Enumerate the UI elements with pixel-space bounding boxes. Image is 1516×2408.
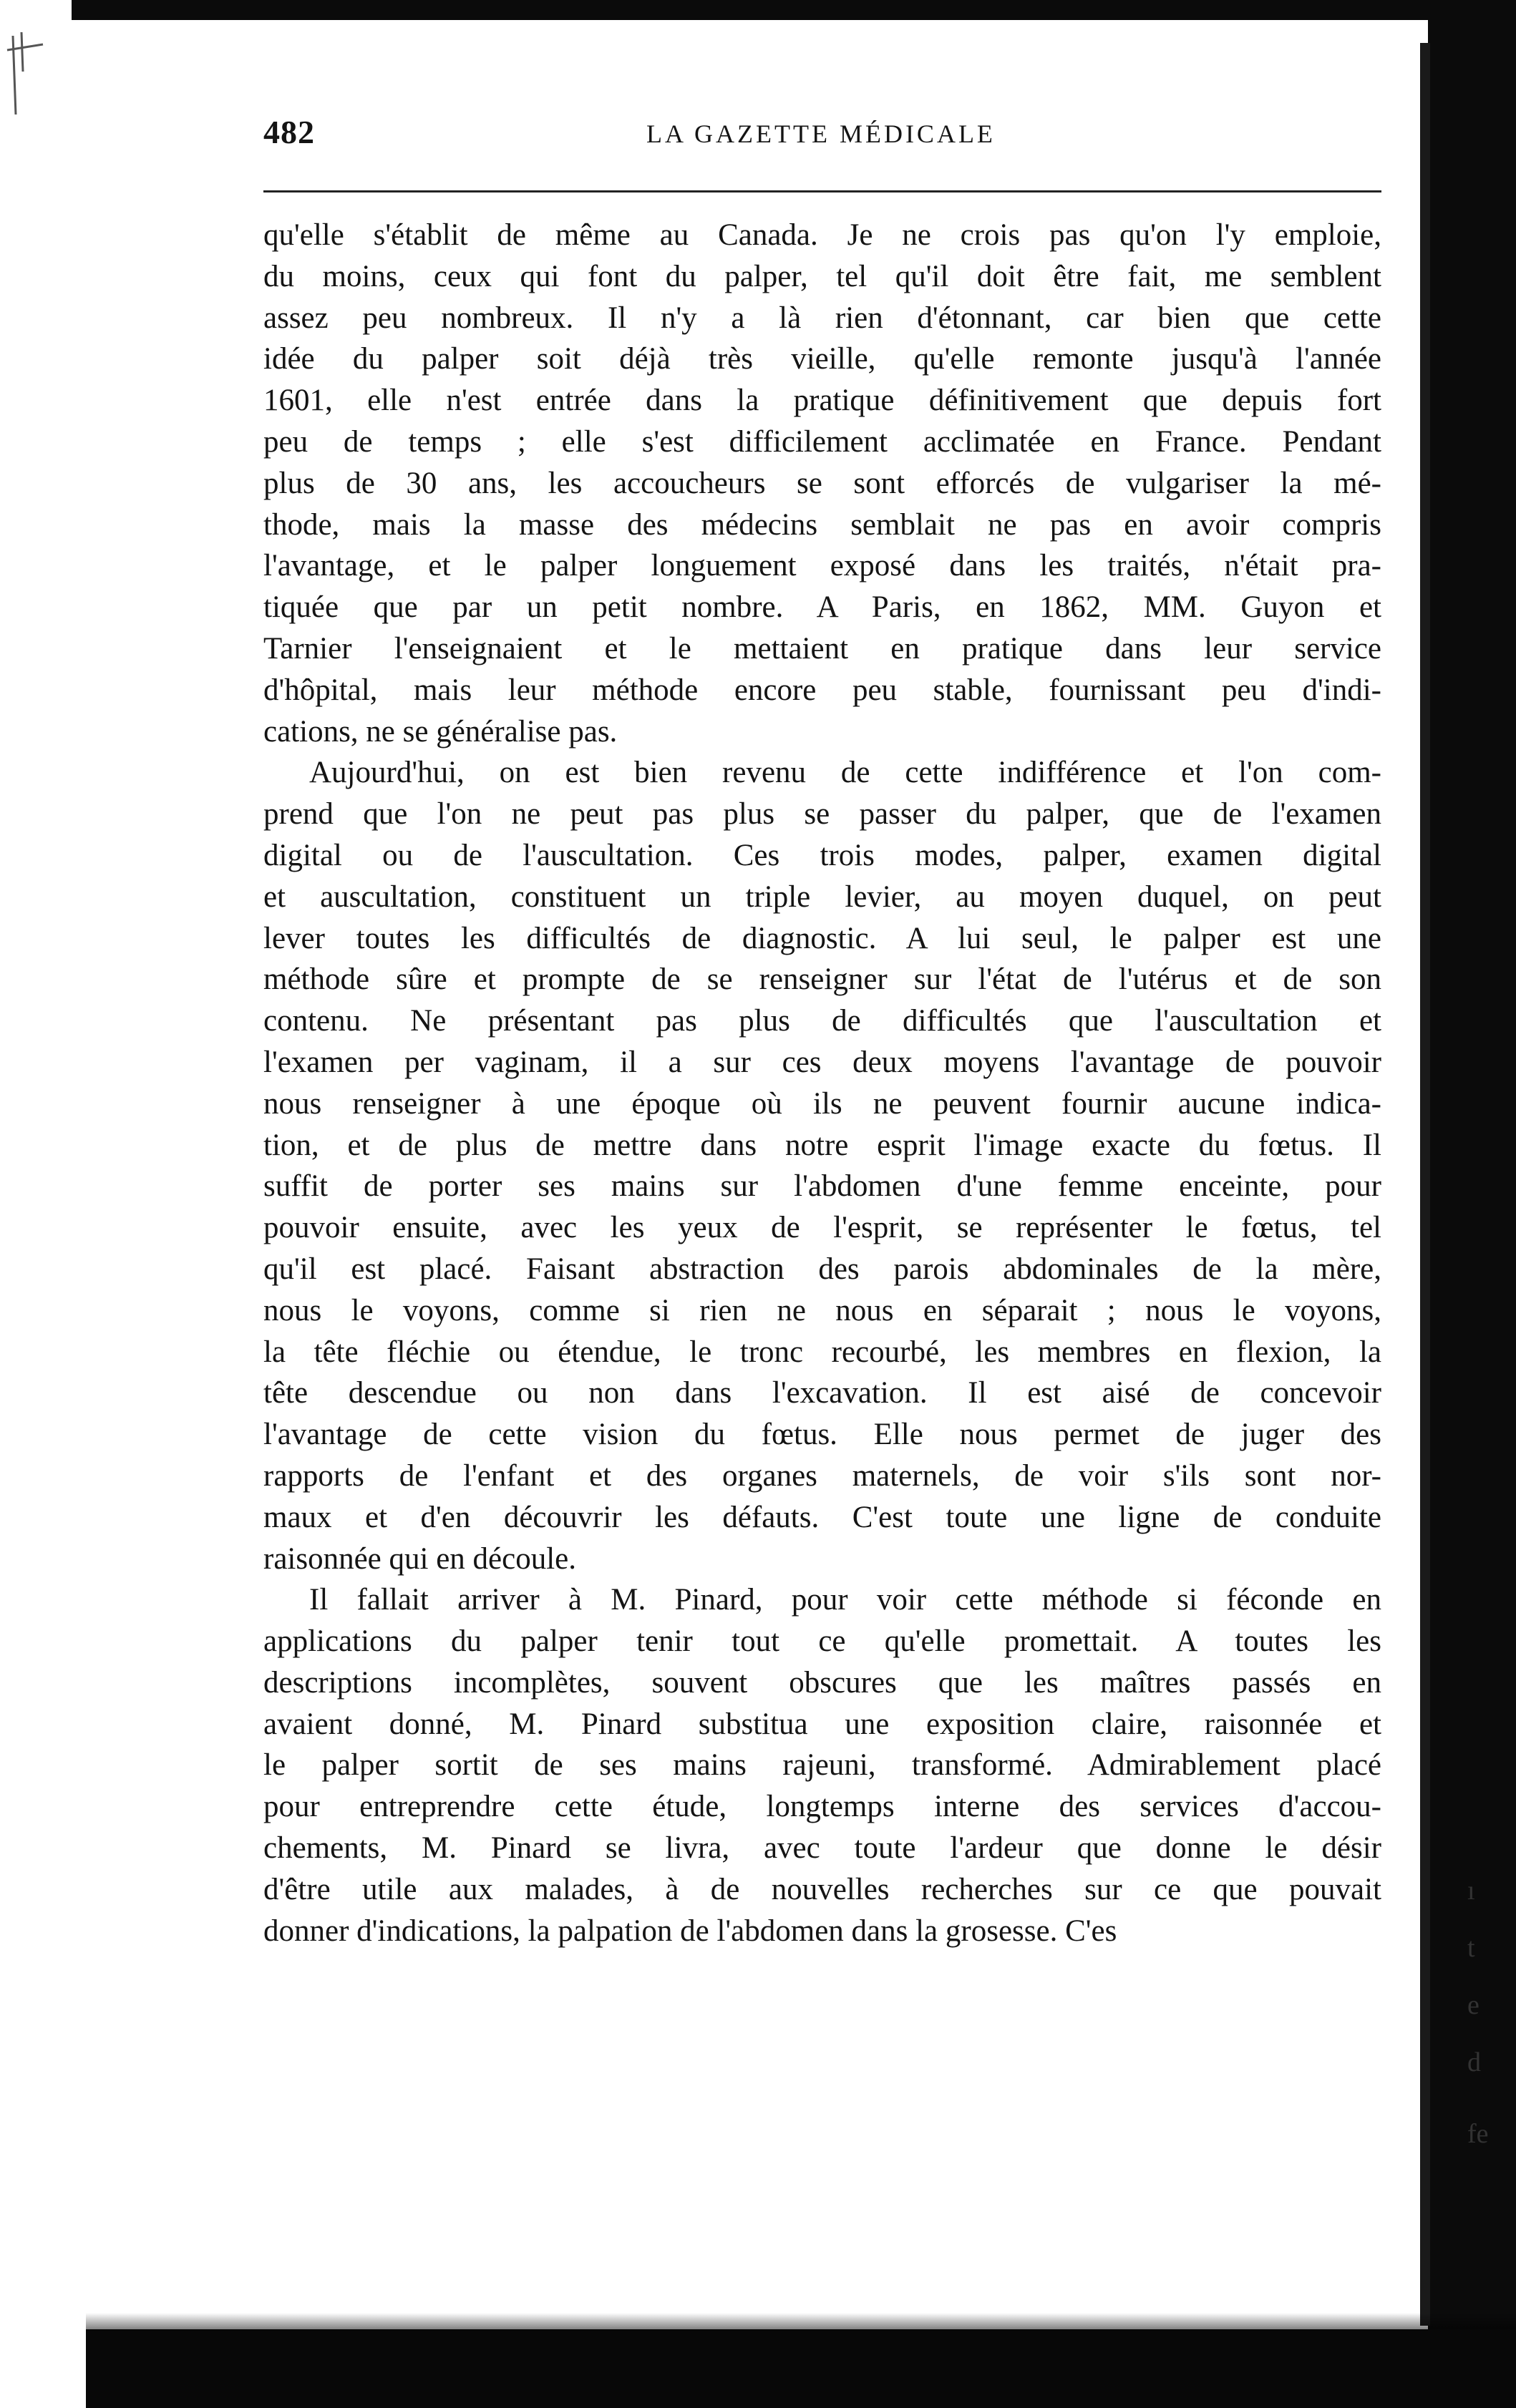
- text-line: plus de 30 ans, les accoucheurs se sont efforcés de vulgariser la mé-: [263, 466, 1381, 500]
- text-line: digital ou de l'auscultation. Ces trois modes, palper, examen digital: [263, 838, 1381, 872]
- text-line: cations, ne se généralise pas.: [263, 714, 618, 749]
- text-line: d'hôpital, mais leur méthode encore peu stable, fournissant peu d'indi-: [263, 673, 1381, 707]
- text-line: chements, M. Pinard se livra, avec toute l'ardeur que donne le désir: [263, 1831, 1381, 1866]
- text-line: tête descendue ou non dans l'excavation. Il est aisé de concevoir: [263, 1376, 1381, 1410]
- text-line: Aujourd'hui, on est bien revenu de cette indifférence et l'on com-: [309, 756, 1381, 790]
- text-line: du moins, ceux qui font du palper, tel qu'il doit être fait, me semblent: [263, 259, 1381, 293]
- scan-edge-artifact: [0, 29, 50, 122]
- margin-mark: d: [1467, 2047, 1481, 2077]
- text-line: Il fallait arriver à M. Pinard, pour voir cette méthode si féconde en: [309, 1583, 1381, 1617]
- text-line: tiquée que par un petit nombre. A Paris, en 1862, MM. Guyon et: [263, 590, 1381, 625]
- scan-top-edge: [72, 0, 1516, 20]
- text-line: Tarnier l'enseignaient et le mettaient en pratique dans leur service: [263, 631, 1381, 666]
- text-line: rapports de l'enfant et des organes maternels, de voir s'ils sont nor-: [263, 1458, 1381, 1493]
- page-number: 482: [263, 114, 315, 150]
- text-line: le palper sortit de ses mains rajeuni, transformé. Admirablement placé: [263, 1748, 1381, 1783]
- margin-mark: ı: [1467, 1876, 1475, 1906]
- margin-mark: e: [1467, 1990, 1479, 2020]
- text-line: nous renseigner à une époque où ils ne peuvent fournir aucune indica-: [263, 1086, 1381, 1121]
- text-line: tion, et de plus de mettre dans notre esprit l'image exacte du fœtus. Il: [263, 1128, 1381, 1162]
- text-line: l'examen per vaginam, il a sur ces deux moyens l'avantage de pouvoir: [263, 1045, 1381, 1079]
- scan-right-shadow: [1420, 43, 1430, 2326]
- text-line: contenu. Ne présentant pas plus de difficultés que l'auscultation et: [263, 1004, 1381, 1038]
- text-line: d'être utile aux malades, à de nouvelles recherches sur ce que pouvait: [263, 1872, 1381, 1906]
- text-line: maux et d'en découvrir les défauts. C'est toute une ligne de conduite: [263, 1500, 1381, 1534]
- running-title: LA GAZETTE MÉDICALE: [646, 120, 996, 148]
- text-line: assez peu nombreux. Il n'y a là rien d'étonnant, car bien que cette: [263, 301, 1381, 335]
- text-line: pour entreprendre cette étude, longtemps interne des services d'accou-: [263, 1790, 1381, 1824]
- text-line: qu'elle s'établit de même au Canada. Je ne crois pas qu'on l'y emploie,: [263, 218, 1381, 252]
- text-line: la tête fléchie ou étendue, le tronc recourbé, les membres en flexion, la: [263, 1335, 1381, 1369]
- text-line: descriptions incomplètes, souvent obscures que les maîtres passés en: [263, 1665, 1381, 1700]
- text-line: nous le voyons, comme si rien ne nous en séparait ; nous le voyons,: [263, 1293, 1381, 1327]
- text-line: l'avantage de cette vision du fœtus. Elle nous permet de juger des: [263, 1418, 1381, 1452]
- scan-bottom-edge: [86, 2329, 1516, 2408]
- text-line: thode, mais la masse des médecins semblait ne pas en avoir compris: [263, 507, 1381, 542]
- text-line: peu de temps ; elle s'est difficilement acclimatée en France. Pendant: [263, 424, 1381, 459]
- text-line: raisonnée qui en découle.: [263, 1541, 576, 1576]
- margin-mark: fe: [1467, 2119, 1489, 2149]
- text-line: suffit de porter ses mains sur l'abdomen d'une femme enceinte, pour: [263, 1169, 1381, 1204]
- margin-mark: t: [1467, 1933, 1475, 1963]
- header-rule: [263, 190, 1381, 192]
- text-line: donner d'indications, la palpation de l'abdomen dans la grosesse. C'es: [263, 1914, 1117, 1948]
- text-line: 1601, elle n'est entrée dans la pratique définitivement que depuis fort: [263, 384, 1381, 418]
- text-line: lever toutes les difficultés de diagnostic. A lui seul, le palper est une: [263, 921, 1381, 955]
- text-line: prend que l'on ne peut pas plus se passer du palper, que de l'examen: [263, 797, 1381, 832]
- text-line: qu'il est placé. Faisant abstraction des parois abdominales de la mère,: [263, 1252, 1381, 1286]
- text-line: méthode sûre et prompte de se renseigner sur l'état de l'utérus et de son: [263, 962, 1381, 997]
- text-line: idée du palper soit déjà très vieille, qu'elle remonte jusqu'à l'année: [263, 342, 1381, 376]
- text-line: l'avantage, et le palper longuement exposé dans les traités, n'était pra-: [263, 549, 1381, 583]
- text-line: avaient donné, M. Pinard substitua une exposition claire, raisonnée et: [263, 1707, 1381, 1741]
- text-line: pouvoir ensuite, avec les yeux de l'esprit, se représenter le fœtus, tel: [263, 1211, 1381, 1245]
- body-text: [263, 215, 1381, 1951]
- text-line: applications du palper tenir tout ce qu'elle promettait. A toutes les: [263, 1624, 1381, 1659]
- text-line: et auscultation, constituent un triple levier, au moyen duquel, on peut: [263, 879, 1381, 914]
